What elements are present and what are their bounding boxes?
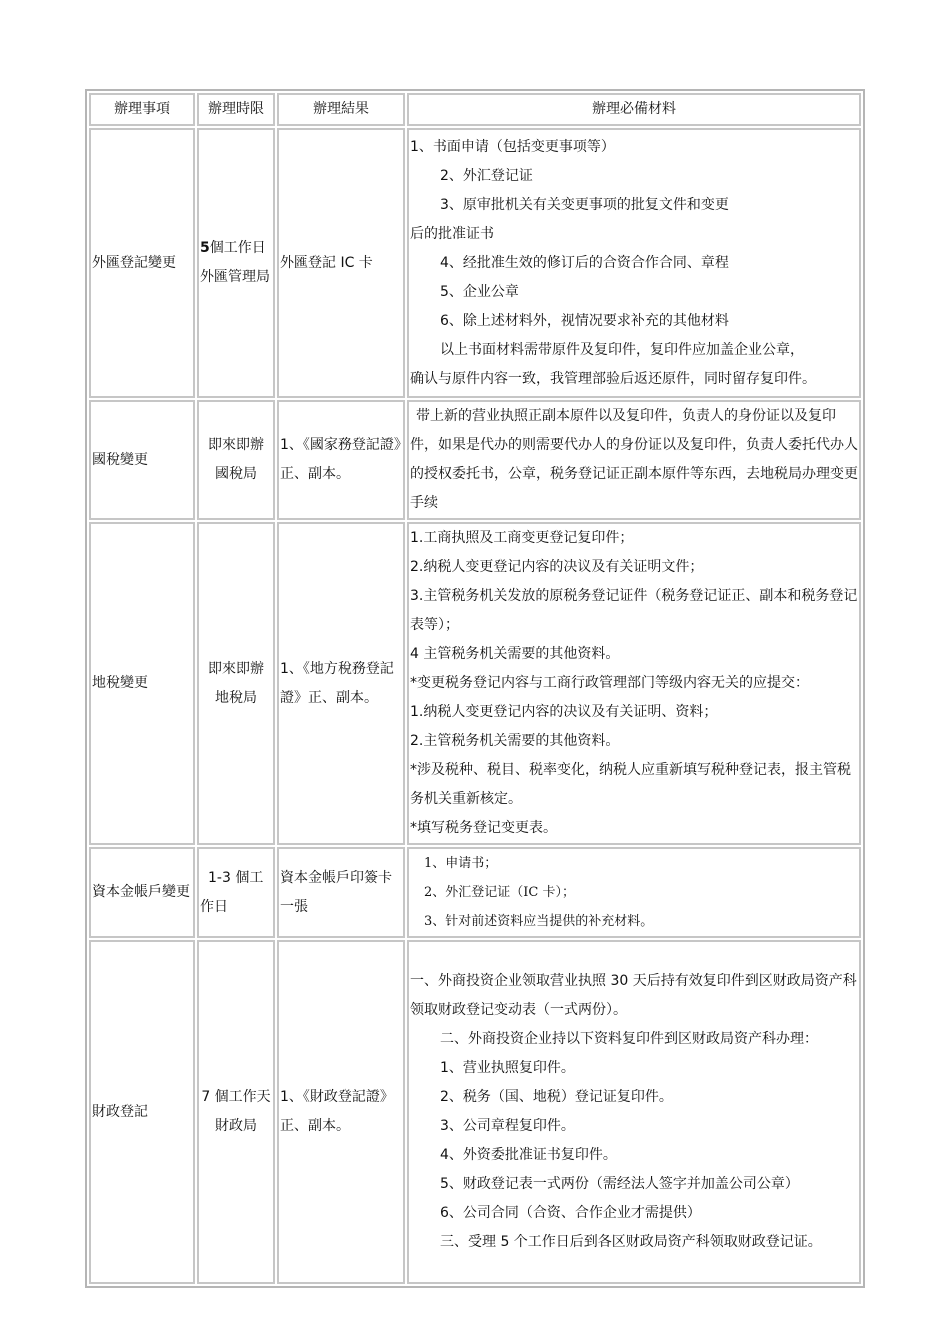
item-label: 外匯登記變更: [92, 254, 176, 271]
item-label: 財政登記: [92, 1103, 148, 1120]
time-cell: [197, 940, 275, 1284]
time-days-number: 5: [200, 240, 210, 256]
table-row: [89, 847, 861, 938]
result-text: 1、《財政登記證》正、副本。: [280, 1089, 394, 1134]
header-result: 辦理結果: [277, 93, 405, 126]
material-line: 3.主管税务机关发放的原税务登记证件（税务登记证正、副本和税务登记表等）；: [410, 588, 858, 633]
material-line: 3、原审批机关有关变更事项的批复文件和变更: [440, 196, 729, 213]
result-cell: [277, 522, 405, 845]
result-text: 外匯登記 IC 卡: [280, 254, 373, 271]
material-line: 1、书面申请（包括变更事项等）: [410, 138, 615, 155]
material-line: 2、外汇登记证: [440, 167, 533, 184]
time-days-unit: 個工作日: [209, 240, 266, 256]
time-text: 1-3 個工作日: [200, 869, 264, 915]
item-cell: [89, 940, 195, 1284]
time-office: 財政局: [215, 1118, 257, 1134]
time-text: 即來即辦: [208, 660, 264, 677]
time-text: 7 個工作天: [201, 1089, 271, 1105]
material-line: 5、企业公章: [440, 283, 519, 300]
item-cell: [89, 522, 195, 845]
result-text: 資本金帳戶印簽卡一張: [280, 869, 392, 915]
material-line: 4、外资委批准证书复印件。: [440, 1147, 617, 1163]
procedure-grid: [87, 91, 863, 1286]
table-row: [89, 522, 861, 845]
result-cell: [277, 400, 405, 520]
table-row: [89, 128, 861, 398]
material-line: 1.工商执照及工商变更登记复印件；: [410, 530, 634, 546]
materials-cell: [407, 128, 861, 398]
result-text: 1、《國家務登記證》正、副本。: [280, 437, 401, 482]
time-cell: [197, 128, 275, 398]
table-row: [89, 400, 861, 520]
material-line: 2、税务（国、地税）登记证复印件。: [440, 1089, 673, 1105]
result-cell: [277, 940, 405, 1284]
material-line: 2.纳税人变更登记内容的决议及有关证明文件；: [410, 559, 704, 575]
material-paragraph: 带上新的营业执照正副本原件以及复印件，负责人的身份证以及复印件，如果是代办的则需要代办人的身份证以及复印件，负责人委托代办人的授权委托书，公章，税务登记证正副本原件等东西，去地税局办理变更手续: [410, 408, 858, 511]
material-line: 三、受理 5 个工作日后到各区财政局资产科领取财政登记证。: [440, 1234, 822, 1250]
material-line: 以上书面材料需带原件及复印件，复印件应加盖企业公章，: [440, 341, 804, 358]
time-office: 外匯管理局: [200, 269, 270, 285]
material-line: 2、外汇登记证（IC 卡）；: [424, 885, 575, 900]
material-line: 一、外商投资企业领取营业执照 30 天后持有效复印件到区财政局资产科领取财政登记变动表（一式两份）。: [410, 973, 857, 1018]
time-office: 地稅局: [215, 689, 257, 706]
item-label: 地稅變更: [92, 675, 148, 691]
material-line: 5、财政登记表一式两份（需经法人签字并加盖公司公章）: [440, 1176, 799, 1192]
material-line: 1、营业执照复印件。: [440, 1060, 575, 1076]
result-cell: [277, 128, 405, 398]
material-line: *变更税务登记内容与工商行政管理部门等级内容无关的应提交：: [410, 675, 809, 691]
material-line: 2.主管税务机关需要的其他资料。: [410, 733, 620, 749]
material-line: 4、经批准生效的修订后的合资合作合同、章程: [440, 254, 729, 271]
material-line: 确认与原件内容一致，我管理部验后返还原件，同时留存复印件。: [410, 370, 816, 387]
procedure-table: [85, 89, 865, 1288]
header-time-limit: 辦理時限: [197, 93, 275, 126]
header-item: 辦理事項: [89, 93, 195, 126]
result-text: 1、《地方稅務登記證》正、副本。: [280, 660, 394, 706]
material-line: 1.纳税人变更登记内容的决议及有关证明、资料；: [410, 704, 718, 720]
material-line: *涉及税种、税目、税率变化，纳税人应重新填写税种登记表，报主管税务机关重新核定。: [410, 762, 851, 807]
material-line: 3、针对前述资料应当提供的补充材料。: [424, 914, 654, 929]
item-cell: [89, 128, 195, 398]
material-line: 后的批准证书: [410, 225, 494, 242]
material-line: 4 主管税务机关需要的其他资料。: [410, 646, 620, 662]
material-line: 6、公司合同（合资、合作企业才需提供）: [440, 1205, 701, 1221]
materials-cell: [407, 400, 861, 520]
material-line: 1、申请书；: [424, 856, 498, 871]
item-label: 資本金帳戶變更: [92, 884, 190, 900]
item-cell: [89, 847, 195, 938]
time-cell: [197, 400, 275, 520]
result-cell: [277, 847, 405, 938]
materials-cell: [407, 940, 861, 1284]
material-line: 6、除上述材料外，视情况要求补充的其他材料: [440, 312, 729, 329]
time-cell: [197, 522, 275, 845]
item-label: 國稅變更: [92, 451, 148, 468]
time-text: 即來即辦: [208, 437, 264, 453]
material-line: 二、外商投资企业持以下资料复印件到区财政局资产科办理：: [440, 1031, 818, 1047]
material-line: 3、公司章程复印件。: [440, 1118, 575, 1134]
time-office: 國稅局: [215, 466, 257, 482]
time-cell: [197, 847, 275, 938]
table-row: [89, 940, 861, 1284]
header-materials: 辦理必備材料: [407, 93, 861, 126]
material-line: *填写税务登记变更表。: [410, 820, 557, 836]
item-cell: [89, 400, 195, 520]
materials-cell: [407, 522, 861, 845]
header-row: [89, 93, 861, 126]
materials-cell: [407, 847, 861, 938]
